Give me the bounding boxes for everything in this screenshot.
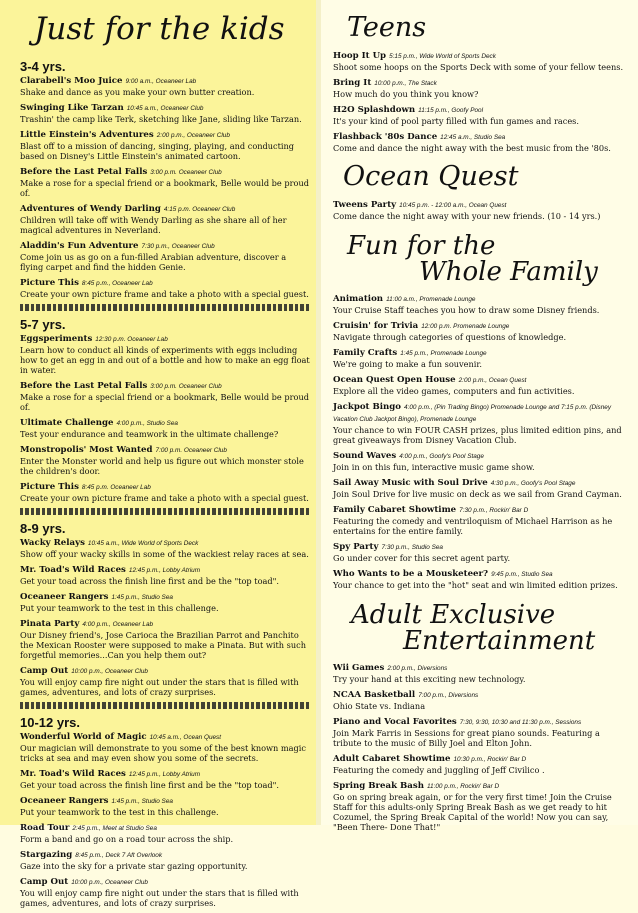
kids-section bbox=[20, 11, 310, 913]
right-sections bbox=[333, 14, 629, 837]
event-title: Hoop It Up bbox=[333, 51, 387, 61]
event-title: Stargazing bbox=[20, 850, 73, 860]
event-title: Flashback '80s Dance bbox=[333, 132, 438, 142]
event-title: Wonderful World of Magic bbox=[20, 732, 147, 742]
event-description: We're going to make a fun souvenir. bbox=[333, 359, 483, 369]
event-time-location: 10:00 p.m., The Stack bbox=[374, 80, 437, 87]
event-description: Our magician will demonstrate to you some of the best known magic tricks at sea and may even show you some of the secrets. bbox=[20, 743, 306, 763]
event-item bbox=[20, 333, 310, 375]
event-title: Mr. Toad's Wild Races bbox=[20, 769, 126, 779]
event-time-location: 12:30 p.m. Oceaneer Lab bbox=[95, 336, 168, 343]
event-description: Get your toad across the finish line first and be the "top toad". bbox=[20, 576, 279, 586]
event-item bbox=[333, 374, 629, 396]
event-title: Before the Last Petal Falls bbox=[20, 381, 148, 391]
event-time-location: 2:00 p.m., Ocean Quest bbox=[458, 377, 527, 384]
event-description: Join Soul Drive for live music on deck as we sail from Grand Cayman. bbox=[333, 489, 622, 499]
event-item bbox=[333, 199, 629, 221]
event-title: Spy Party bbox=[333, 542, 379, 552]
event-time-location: 10:45 a.m., Wide World of Sports Deck bbox=[87, 540, 199, 547]
event-item bbox=[333, 131, 629, 153]
event-title: Animation bbox=[333, 294, 384, 304]
event-time-location: 8:45 p.m. Oceaneer Lab bbox=[81, 484, 151, 491]
event-description: Ohio State vs. Indiana bbox=[333, 701, 426, 711]
event-description: Come dance the night away with your new friends. (10 - 14 yrs.) bbox=[333, 211, 601, 221]
event-description: Show off your wacky skills in some of the wackiest relay races at sea. bbox=[20, 549, 309, 559]
event-title: Sail Away Music with Soul Drive bbox=[333, 478, 488, 488]
event-item bbox=[333, 780, 629, 832]
event-description: Blast off to a mission of dancing, singing, playing, and conducting based on Disney's Little Einstein's animated cartoon. bbox=[20, 141, 295, 161]
event-item bbox=[333, 541, 629, 563]
event-description: Test your endurance and teamwork in the ultimate challenge? bbox=[20, 429, 279, 439]
event-title: Swinging Like Tarzan bbox=[20, 103, 124, 113]
event-item bbox=[20, 417, 310, 439]
event-description: Gaze into the sky for a private star gazing opportunity. bbox=[20, 861, 248, 871]
event-title: Camp Out bbox=[20, 666, 69, 676]
event-item bbox=[333, 568, 629, 590]
event-description: Navigate through categories of questions of knowledge. bbox=[333, 332, 567, 342]
event-description: Your Cruise Staff teaches you how to draw some Disney friends. bbox=[333, 305, 600, 315]
event-time-location: 11:15 p.m., Goofy Pool bbox=[418, 107, 483, 114]
event-title: Road Tour bbox=[20, 823, 70, 833]
event-time-location: 1:45 p.m., Promenade Lounge bbox=[400, 350, 487, 357]
event-description: Join Mark Farris in Sessions for great piano sounds. Featuring a tribute to the music of Billy Joel and Elton John. bbox=[333, 728, 600, 748]
event-title: Mr. Toad's Wild Races bbox=[20, 565, 126, 575]
event-description: Enter the Monster world and help us figure out which monster stole the children's door. bbox=[20, 456, 304, 476]
event-title: Oceaneer Rangers bbox=[20, 592, 109, 602]
family-events bbox=[333, 293, 629, 590]
event-description: Come and dance the night away with the best music from the '80s. bbox=[333, 143, 611, 153]
event-description: Featuring the comedy and juggling of Jeff Civilico . bbox=[333, 765, 545, 775]
event-time-location: 4:15 p.m. Oceaneer Club bbox=[163, 206, 236, 213]
event-item bbox=[20, 75, 310, 97]
event-description: Go under cover for this secret agent party. bbox=[333, 553, 511, 563]
event-description: Join in on this fun, interactive music game show. bbox=[333, 462, 535, 472]
teens-heading: Teens bbox=[347, 12, 427, 43]
event-time-location: 3:00 p.m. Oceaneer Club bbox=[150, 169, 222, 176]
event-item bbox=[20, 129, 310, 161]
adult-events bbox=[333, 662, 629, 832]
event-time-location: 9:45 p.m., Studio Sea bbox=[491, 571, 553, 578]
event-item bbox=[333, 504, 629, 536]
age-group-heading: 5-7 yrs. bbox=[20, 317, 66, 332]
event-description: Put your teamwork to the test in this challenge. bbox=[20, 603, 219, 613]
event-description: Explore all the video games, computers and fun activities. bbox=[333, 386, 575, 396]
event-item bbox=[20, 564, 310, 586]
event-item bbox=[333, 293, 629, 315]
event-item bbox=[333, 450, 629, 472]
event-title: Spring Break Bash bbox=[333, 781, 424, 791]
ocean-quest-events bbox=[333, 199, 629, 221]
event-time-location: 10:00 p.m., Oceaneer Club bbox=[71, 879, 148, 886]
event-title: NCAA Basketball bbox=[333, 690, 416, 700]
adult-heading-line2: Entertainment bbox=[403, 626, 596, 656]
event-time-location: 7:30 p.m., Studio Sea bbox=[381, 544, 443, 551]
event-description: Make a rose for a special friend or a bookmark, Belle would be proud of. bbox=[20, 178, 309, 198]
event-item bbox=[333, 477, 629, 499]
event-title: Picture This bbox=[20, 482, 79, 492]
event-title: Family Crafts bbox=[333, 348, 398, 358]
ocean-quest-heading: Ocean Quest bbox=[343, 161, 519, 192]
event-time-location: 12:45 p.m., Lobby Atrium bbox=[128, 771, 201, 778]
event-item bbox=[20, 591, 310, 613]
event-description: Make a rose for a special friend or a bookmark, Belle would be proud of. bbox=[20, 392, 309, 412]
event-item bbox=[20, 240, 310, 272]
event-title: Little Einstein's Adventures bbox=[20, 130, 154, 140]
event-time-location: 9:00 a.m., Oceaneer Lab bbox=[125, 78, 197, 85]
event-item bbox=[20, 618, 310, 660]
event-item bbox=[20, 768, 310, 790]
event-item bbox=[20, 203, 310, 235]
event-item bbox=[333, 50, 629, 72]
event-description: You will enjoy camp fire night out under the stars that is filled with games, adventures, and lots of crazy surprises. bbox=[20, 888, 299, 908]
event-item bbox=[333, 401, 629, 445]
event-description: You will enjoy camp fire night out under the stars that is filled with games, adventures, and lots of crazy surprises. bbox=[20, 677, 299, 697]
event-description: Trashin' the camp like Terk, sketching like Jane, sliding like Tarzan. bbox=[20, 114, 302, 124]
event-title: Adult Cabaret Showtime bbox=[333, 754, 451, 764]
event-item bbox=[333, 689, 629, 711]
event-time-location: 10:30 p.m., Rockin' Bar D bbox=[453, 756, 527, 763]
event-time-location: 11:00 p.m., Rockin' Bar D bbox=[426, 783, 500, 790]
event-time-location: 10:45 p.m. - 12:00 a.m., Ocean Quest bbox=[399, 202, 507, 209]
event-title: Sound Waves bbox=[333, 451, 397, 461]
event-description: Children will take off with Wendy Darling as she share all of her magical adventures in Neverland. bbox=[20, 215, 287, 235]
event-description: Create your own picture frame and take a photo with a special guest. bbox=[20, 289, 309, 299]
event-description: Put your teamwork to the test in this challenge. bbox=[20, 807, 219, 817]
event-title: Adventures of Wendy Darling bbox=[20, 204, 161, 214]
event-item bbox=[20, 444, 310, 476]
event-description: Your chance to get into the "hot" seat and win limited edition prizes. bbox=[333, 580, 618, 590]
event-title: Family Cabaret Showtime bbox=[333, 505, 457, 515]
event-time-location: 7:00 p.m. Oceaneer Club bbox=[155, 447, 227, 454]
event-title: Oceaneer Rangers bbox=[20, 796, 109, 806]
event-item bbox=[333, 662, 629, 684]
event-title: Before the Last Petal Falls bbox=[20, 167, 148, 177]
event-title: Picture This bbox=[20, 278, 79, 288]
event-description: Try your hand at this exciting new technology. bbox=[333, 674, 526, 684]
event-item bbox=[333, 104, 629, 126]
event-time-location: 10:45 a.m., Oceaneer Club bbox=[126, 105, 204, 112]
event-item bbox=[20, 665, 310, 697]
event-title: Clarabell's Moo Juice bbox=[20, 76, 123, 86]
event-time-location: 12:00 p.m. Promenade Lounge bbox=[421, 323, 510, 330]
event-item bbox=[333, 716, 629, 748]
event-item bbox=[20, 731, 310, 763]
age-group-heading: 8-9 yrs. bbox=[20, 521, 66, 536]
event-item bbox=[20, 380, 310, 412]
event-title: Who Wants to be a Mousketeer? bbox=[333, 569, 489, 579]
event-description: Our Disney friend's, Jose Carioca the Brazilian Parrot and Panchito the Mexican Rooster were supposed to make a Pinata. But with such forgetful memories...Can you help them out? bbox=[20, 630, 307, 660]
event-title: Camp Out bbox=[20, 877, 69, 887]
event-time-location: 8:45 p.m., Oceaneer Lab bbox=[81, 280, 153, 287]
event-time-location: 4:30 p.m., Goofy's Pool Stage bbox=[490, 480, 576, 487]
event-time-location: 10:45 a.m., Ocean Quest bbox=[149, 734, 222, 741]
event-item bbox=[20, 102, 310, 124]
event-title: Pinata Party bbox=[20, 619, 80, 629]
event-item bbox=[20, 481, 310, 503]
event-title: Cruisin' for Trivia bbox=[333, 321, 419, 331]
event-time-location: 2:45 p.m., Meet at Studio Sea bbox=[72, 825, 157, 832]
event-time-location: 12:45 p.m., Lobby Atrium bbox=[128, 567, 201, 574]
event-time-location: 4:00 p.m., (Pin Trading Bingo) Promenade Lounge and 7:15 p.m. (Disney Vacation Club Jackpot Bingo), Promenade Lounge bbox=[333, 404, 612, 423]
event-description: Go on spring break again, or for the very first time! Join the Cruise Staff for this adults-only Spring Break Bash as we get ready to hit Cozumel, the Spring Break Capital of the world! Now you can say, "Been There- Done That!" bbox=[333, 792, 612, 832]
event-item bbox=[20, 537, 310, 559]
event-title: Wii Games bbox=[333, 663, 385, 673]
event-time-location: 4:00 p.m., Studio Sea bbox=[116, 420, 178, 427]
event-item bbox=[20, 849, 310, 871]
event-item bbox=[20, 822, 310, 844]
adult-heading bbox=[351, 602, 629, 654]
section-divider bbox=[20, 304, 310, 311]
event-time-location: 8:45 p.m., Deck 7 Aft Overlook bbox=[75, 852, 163, 859]
event-time-location: 2:00 p.m., Oceaneer Club bbox=[156, 132, 230, 139]
section-divider bbox=[20, 702, 310, 709]
age-group-heading: 3-4 yrs. bbox=[20, 59, 66, 74]
event-description: Get your toad across the finish line first and be the "top toad". bbox=[20, 780, 279, 790]
age-group-heading: 10-12 yrs. bbox=[20, 715, 80, 730]
event-time-location: 7:00 p.m., Diversions bbox=[418, 692, 479, 699]
event-title: Jackpot Bingo bbox=[333, 402, 402, 412]
event-description: Shoot some hoops on the Sports Deck with some of your fellow teens. bbox=[333, 62, 624, 72]
event-time-location: 7:30 p.m., Oceaneer Club bbox=[141, 243, 215, 250]
event-time-location: 3:00 p.m. Oceaneer Club bbox=[150, 383, 222, 390]
event-title: Bring It bbox=[333, 78, 372, 88]
event-description: It's your kind of pool party filled with fun games and races. bbox=[333, 116, 579, 126]
event-time-location: 1:45 p.m., Studio Sea bbox=[111, 798, 173, 805]
event-title: H2O Splashdown bbox=[333, 105, 416, 115]
event-title: Monstropolis' Most Wanted bbox=[20, 445, 153, 455]
event-time-location: 10:00 p.m., Oceaneer Club bbox=[71, 668, 148, 675]
event-time-location: 12:45 a.m., Studio Sea bbox=[440, 134, 506, 141]
event-time-location: 7:30, 9:30, 10:30 and 11:30 p.m., Sessions bbox=[459, 719, 582, 726]
event-item bbox=[333, 77, 629, 99]
section-divider bbox=[20, 508, 310, 515]
event-description: How much do you think you know? bbox=[333, 89, 479, 99]
family-heading-line1: Fun for the bbox=[347, 231, 496, 261]
event-description: Featuring the comedy and ventriloquism of Michael Harrison as he entertains for the entire family. bbox=[333, 516, 613, 536]
event-item bbox=[333, 347, 629, 369]
event-description: Learn how to conduct all kinds of experiments with eggs including how to get an egg in and out of a bottle and how to make an egg float in water. bbox=[20, 345, 310, 375]
event-time-location: 11:00 a.m., Promenade Lounge bbox=[386, 296, 476, 303]
family-heading-line2: Whole Family bbox=[419, 257, 598, 287]
event-title: Eggsperiments bbox=[20, 334, 93, 344]
event-title: Ocean Quest Open House bbox=[333, 375, 456, 385]
event-description: Your chance to win FOUR CASH prizes, plus limited edition pins, and great giveaways from Disney Vacation Club. bbox=[333, 425, 622, 445]
event-time-location: 7:30 p.m., Rockin' Bar D bbox=[459, 507, 529, 514]
adult-heading-line1: Adult Exclusive bbox=[351, 600, 556, 630]
event-item bbox=[20, 876, 310, 908]
event-time-location: 4:00 p.m., Oceaneer Lab bbox=[82, 621, 154, 628]
kids-heading: Just for the kids bbox=[34, 11, 285, 47]
event-item bbox=[20, 277, 310, 299]
teens-events bbox=[333, 50, 629, 153]
kids-sections bbox=[20, 59, 310, 908]
event-item bbox=[333, 753, 629, 775]
event-time-location: 4:00 p.m., Goofy's Pool Stage bbox=[399, 453, 484, 460]
event-description: Shake and dance as you make your own butter creation. bbox=[20, 87, 255, 97]
event-time-location: 1:45 p.m., Studio Sea bbox=[111, 594, 173, 601]
family-heading bbox=[347, 233, 629, 285]
event-item bbox=[20, 166, 310, 198]
event-item bbox=[20, 795, 310, 817]
event-description: Come join us as go on a fun-filled Arabian adventure, discover a flying carpet and find the hidden Genie. bbox=[20, 252, 287, 272]
event-title: Ultimate Challenge bbox=[20, 418, 114, 428]
event-title: Wacky Relays bbox=[20, 538, 85, 548]
event-description: Create your own picture frame and take a photo with a special guest. bbox=[20, 493, 309, 503]
event-description: Form a band and go on a road tour across the ship. bbox=[20, 834, 234, 844]
event-title: Piano and Vocal Favorites bbox=[333, 717, 457, 727]
event-item bbox=[333, 320, 629, 342]
event-title: Tweens Party bbox=[333, 200, 397, 210]
event-time-location: 5:15 p.m., Wide World of Sports Deck bbox=[389, 53, 496, 60]
event-time-location: 2:00 p.m., Diversions bbox=[387, 665, 448, 672]
event-title: Aladdin's Fun Adventure bbox=[20, 241, 139, 251]
